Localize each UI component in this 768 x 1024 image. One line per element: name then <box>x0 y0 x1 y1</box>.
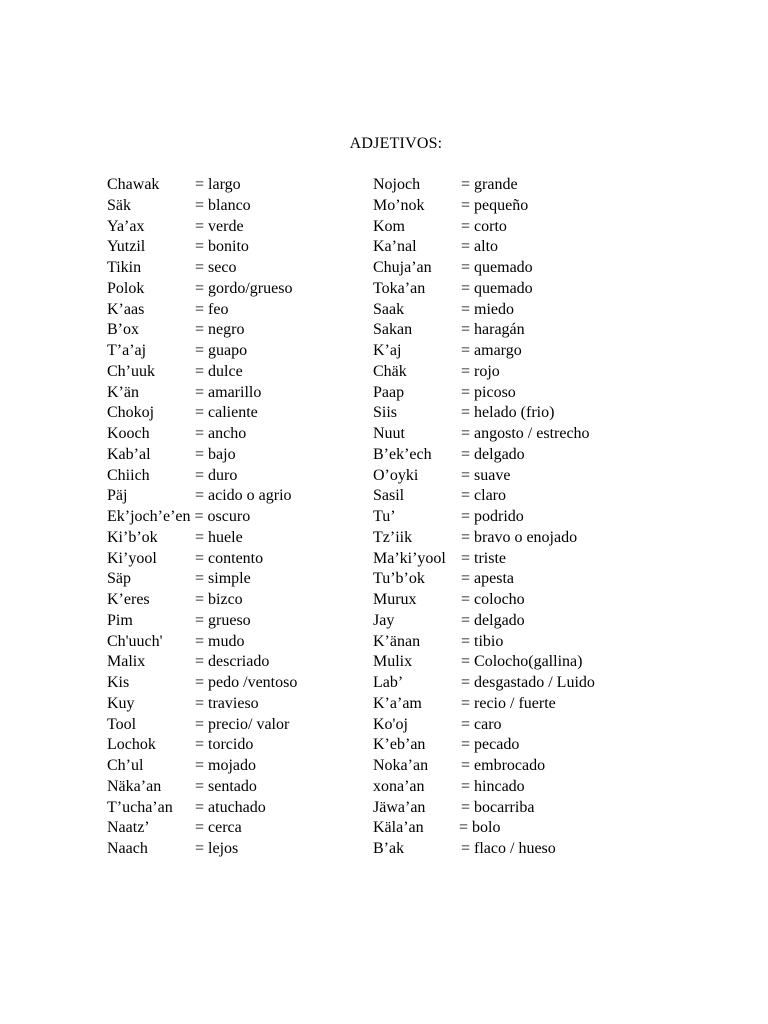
vocab-meaning: = torcido <box>195 736 254 754</box>
vocab-word: Ko'oj <box>373 715 408 733</box>
vocab-row <box>373 798 673 819</box>
vocab-word: K’aj <box>373 342 402 359</box>
vocab-word: Mulix <box>373 653 413 671</box>
vocab-meaning: = quemado <box>461 279 533 297</box>
vocab-row <box>107 258 367 279</box>
vocab-meaning: = amarillo <box>195 383 262 401</box>
vocab-meaning: = bizco <box>195 591 243 608</box>
vocab-word: Naach <box>107 840 148 857</box>
vocab-row <box>107 486 367 507</box>
vocab-word: Malix <box>107 653 146 671</box>
vocab-meaning: = claro <box>461 487 506 505</box>
vocab-meaning: = negro <box>195 321 245 339</box>
vocab-row <box>107 818 367 839</box>
vocab-meaning: = haragán <box>461 321 525 339</box>
vocab-row <box>107 424 367 445</box>
vocab-row <box>107 590 367 611</box>
vocab-row <box>107 715 367 736</box>
vocab-word: K’eres <box>107 591 150 608</box>
vocab-meaning: = quemado <box>461 259 533 276</box>
vocab-word: Tz’iik <box>373 528 413 546</box>
vocab-meaning: = bajo <box>195 445 236 463</box>
vocab-meaning: = verde <box>195 217 244 235</box>
vocab-meaning: = gordo/grueso <box>195 279 293 297</box>
vocab-row <box>373 756 673 777</box>
vocab-word: Ya’ax <box>107 217 145 235</box>
vocab-row <box>107 756 367 777</box>
vocab-meaning: = amargo <box>461 342 522 359</box>
vocab-row <box>107 196 367 217</box>
vocab-row <box>373 424 673 445</box>
vocab-row <box>107 445 367 466</box>
vocab-meaning: = picoso <box>461 383 516 401</box>
vocab-word: Jäwa’an <box>373 798 426 816</box>
vocab-row <box>373 362 673 383</box>
vocab-word: Säk <box>107 196 131 214</box>
vocab-meaning: = travieso <box>195 694 259 712</box>
vocab-word: K’aas <box>107 300 145 318</box>
vocab-row <box>373 196 673 217</box>
vocab-word: Ch’ul <box>107 757 144 774</box>
vocab-row <box>373 237 673 258</box>
vocab-row <box>373 486 673 507</box>
vocab-row <box>373 320 673 341</box>
vocab-word: xona’an <box>373 777 425 795</box>
vocab-row <box>373 507 673 528</box>
vocab-meaning: = recio / fuerte <box>461 694 556 712</box>
vocab-meaning: = precio/ valor <box>195 715 290 733</box>
vocab-row <box>373 300 673 321</box>
right-column <box>373 175 673 860</box>
vocab-meaning: = helado (frio) <box>461 404 555 422</box>
vocab-word: Tool <box>107 715 137 733</box>
vocab-row <box>107 403 367 424</box>
vocab-row <box>373 279 673 300</box>
vocab-word: Kuy <box>107 694 135 712</box>
vocab-word: Naatz’ <box>107 819 150 837</box>
vocab-row <box>373 528 673 549</box>
vocab-row <box>107 839 367 860</box>
vocab-word: Pim <box>107 611 133 629</box>
vocab-word: Kis <box>107 674 130 691</box>
vocab-word: B’ox <box>107 321 139 339</box>
vocab-word: Chuja’an <box>373 259 432 276</box>
vocab-row <box>107 632 367 653</box>
vocab-meaning: = alto <box>461 238 499 256</box>
vocab-row <box>107 694 367 715</box>
vocab-row <box>107 528 367 549</box>
vocab-word: Saak <box>373 300 405 318</box>
vocab-meaning: = rojo <box>461 362 500 380</box>
vocab-row <box>373 217 673 238</box>
vocab-row <box>373 341 673 362</box>
vocab-meaning: = ancho <box>195 425 247 442</box>
vocab-word: Noka’an <box>373 757 429 774</box>
vocab-row <box>373 632 673 653</box>
vocab-meaning: = embrocado <box>461 757 546 774</box>
vocab-row <box>373 715 673 736</box>
vocab-word: Lochok <box>107 736 156 754</box>
vocab-meaning: = corto <box>461 217 507 235</box>
vocab-word: Toka’an <box>373 279 426 297</box>
vocab-meaning: = angosto / estrecho <box>461 425 590 442</box>
left-column <box>107 175 367 860</box>
vocab-row <box>107 466 367 487</box>
vocab-row <box>107 777 367 798</box>
vocab-word: Murux <box>373 591 417 608</box>
vocab-word: Mo’nok <box>373 196 425 214</box>
vocab-word: Jay <box>373 611 395 629</box>
vocab-meaning: = duro <box>195 466 238 484</box>
vocab-word: Ek’joch’e’en = oscuro <box>107 508 251 525</box>
vocab-word: Tu’b’ok <box>373 570 425 588</box>
vocab-meaning: = colocho <box>461 591 525 608</box>
vocab-word: Chokoj <box>107 404 155 422</box>
vocab-meaning: = grande <box>461 176 518 193</box>
vocab-word: O’oyki <box>373 466 419 484</box>
vocab-meaning: = descriado <box>195 653 270 671</box>
vocab-meaning: = bolo <box>459 819 501 837</box>
vocab-meaning: = caro <box>461 715 502 733</box>
vocab-meaning: = apesta <box>461 570 514 588</box>
vocab-word: Polok <box>107 279 145 297</box>
vocab-row <box>373 258 673 279</box>
vocab-word: Kooch <box>107 425 150 442</box>
vocab-row <box>373 694 673 715</box>
vocab-row <box>373 466 673 487</box>
vocab-meaning: = atuchado <box>195 798 266 816</box>
vocab-row <box>373 839 673 860</box>
vocab-word: Ch’uuk <box>107 362 155 380</box>
vocab-meaning: = lejos <box>195 840 239 857</box>
vocab-row <box>373 403 673 424</box>
vocab-row <box>373 818 673 839</box>
vocab-row <box>373 175 673 196</box>
vocab-meaning: = mojado <box>195 757 257 774</box>
vocab-meaning: = cerca <box>195 819 242 837</box>
vocab-word: Tu’ <box>373 508 396 525</box>
vocab-meaning: = huele <box>195 528 243 546</box>
vocab-row <box>373 383 673 404</box>
vocab-row <box>107 569 367 590</box>
vocab-row <box>107 237 367 258</box>
vocab-row <box>107 673 367 694</box>
vocab-meaning: = pedo /ventoso <box>195 674 298 691</box>
vocab-meaning: = grueso <box>195 611 251 629</box>
vocab-meaning: = contento <box>195 549 264 567</box>
vocab-meaning: = caliente <box>195 404 258 422</box>
vocab-row <box>373 549 673 570</box>
vocab-row <box>107 300 367 321</box>
vocab-word: Chäk <box>373 362 407 380</box>
vocab-meaning: = mudo <box>195 632 245 650</box>
vocab-meaning: = blanco <box>195 196 251 214</box>
vocab-meaning: = bonito <box>195 238 249 256</box>
vocab-row <box>107 507 367 528</box>
vocab-word: B’ek’ech <box>373 445 432 463</box>
vocab-word: Ki’b’ok <box>107 528 158 546</box>
vocab-word: T’ucha’an <box>107 798 173 816</box>
vocab-meaning: = suave <box>461 466 511 484</box>
vocab-word: Siis <box>373 404 398 422</box>
vocab-row <box>107 798 367 819</box>
vocab-word: Säp <box>107 570 131 588</box>
vocab-meaning: = pequeño <box>461 196 529 214</box>
vocab-row <box>373 445 673 466</box>
vocab-word: Nojoch <box>373 176 421 193</box>
vocab-word: Ma’ki’yool <box>373 549 446 567</box>
vocab-meaning: = Colocho(gallina) <box>461 653 583 671</box>
vocab-meaning: = delgado <box>461 445 525 463</box>
vocab-meaning: = simple <box>195 570 251 588</box>
vocab-word: K’än <box>107 383 139 401</box>
vocab-meaning: = sentado <box>195 777 257 795</box>
vocab-row <box>107 320 367 341</box>
vocab-word: Käla’an <box>373 819 424 837</box>
vocab-word: K’a’am <box>373 694 422 712</box>
vocab-meaning: = triste <box>461 549 507 567</box>
vocab-word: T’a’aj <box>107 342 147 359</box>
vocab-row <box>373 611 673 632</box>
vocab-word: Näka’an <box>107 777 162 795</box>
vocab-row <box>373 777 673 798</box>
vocab-word: Nuut <box>373 425 405 442</box>
vocab-word: Lab’ <box>373 674 404 691</box>
vocab-row <box>373 673 673 694</box>
vocab-word: Ch'uuch' <box>107 632 163 650</box>
vocab-row <box>107 175 367 196</box>
vocab-meaning: = acido o agrio <box>195 487 292 505</box>
vocab-row <box>373 652 673 673</box>
vocab-meaning: = podrido <box>461 508 524 525</box>
vocab-meaning: = hincado <box>461 777 525 795</box>
vocab-meaning: = pecado <box>461 736 520 754</box>
vocab-meaning: = largo <box>195 176 241 193</box>
vocab-word: K’eb’an <box>373 736 426 754</box>
page-title: ADJETIVOS: <box>349 135 443 152</box>
vocab-meaning: = delgado <box>461 611 525 629</box>
vocab-meaning: = guapo <box>195 342 248 359</box>
vocab-meaning: = seco <box>195 259 237 276</box>
vocab-word: Yutzil <box>107 238 146 256</box>
vocab-row <box>107 652 367 673</box>
vocab-row <box>373 569 673 590</box>
vocab-word: Kab’al <box>107 445 151 463</box>
vocab-row <box>107 279 367 300</box>
vocab-row <box>107 549 367 570</box>
vocab-word: Päj <box>107 487 128 505</box>
vocab-word: Chiich <box>107 466 150 484</box>
vocab-word: Paap <box>373 383 405 401</box>
vocab-word: K’änan <box>373 632 421 650</box>
vocab-word: Sakan <box>373 321 413 339</box>
vocab-meaning: = bravo o enojado <box>461 528 578 546</box>
vocab-meaning: = bocarriba <box>461 798 535 816</box>
vocab-meaning: = feo <box>195 300 229 318</box>
vocab-row <box>373 590 673 611</box>
vocab-word: Ka’nal <box>373 238 417 256</box>
vocab-word: Kom <box>373 217 405 235</box>
vocab-row <box>107 735 367 756</box>
vocab-row <box>107 383 367 404</box>
vocab-row <box>107 611 367 632</box>
vocab-row <box>107 217 367 238</box>
vocab-meaning: = tibio <box>461 632 504 650</box>
vocab-row <box>107 341 367 362</box>
vocab-meaning: = miedo <box>461 300 515 318</box>
vocab-word: B’ak <box>373 840 405 857</box>
vocab-row <box>107 362 367 383</box>
vocab-row <box>373 735 673 756</box>
vocab-meaning: = desgastado / Luido <box>461 674 595 691</box>
vocab-meaning: = dulce <box>195 362 243 380</box>
vocab-meaning: = flaco / hueso <box>461 840 556 857</box>
vocab-word: Ki’yool <box>107 549 157 567</box>
vocab-word: Tikin <box>107 259 142 276</box>
vocab-word: Chawak <box>107 176 160 193</box>
vocab-word: Sasil <box>373 487 405 505</box>
